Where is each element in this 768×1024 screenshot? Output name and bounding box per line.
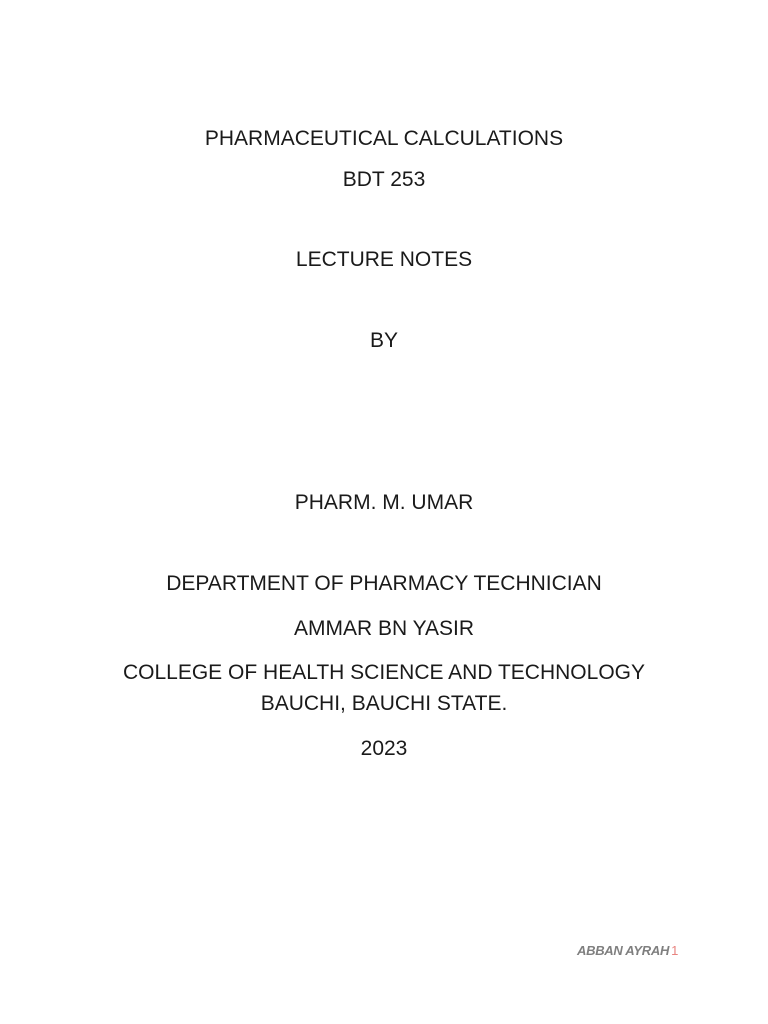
document-type: LECTURE NOTES (295, 248, 473, 271)
document-year: 2023 (360, 737, 408, 760)
page-footer (577, 943, 678, 959)
author-name: PHARM. M. UMAR (294, 491, 474, 514)
institution-name: AMMAR BN YASIR (293, 617, 475, 640)
by-label: BY (369, 329, 398, 352)
footer-name: ABBAN AYRAH (577, 943, 670, 958)
document-title: PHARMACEUTICAL CALCULATIONS (204, 127, 564, 150)
college-name: COLLEGE OF HEALTH SCIENCE AND TECHNOLOGY (122, 661, 645, 684)
course-code: BDT 253 (342, 168, 426, 191)
department-name: DEPARTMENT OF PHARMACY TECHNICIAN (166, 572, 602, 595)
college-location: BAUCHI, BAUCHI STATE. (260, 692, 508, 715)
page-number: 1 (671, 943, 678, 958)
